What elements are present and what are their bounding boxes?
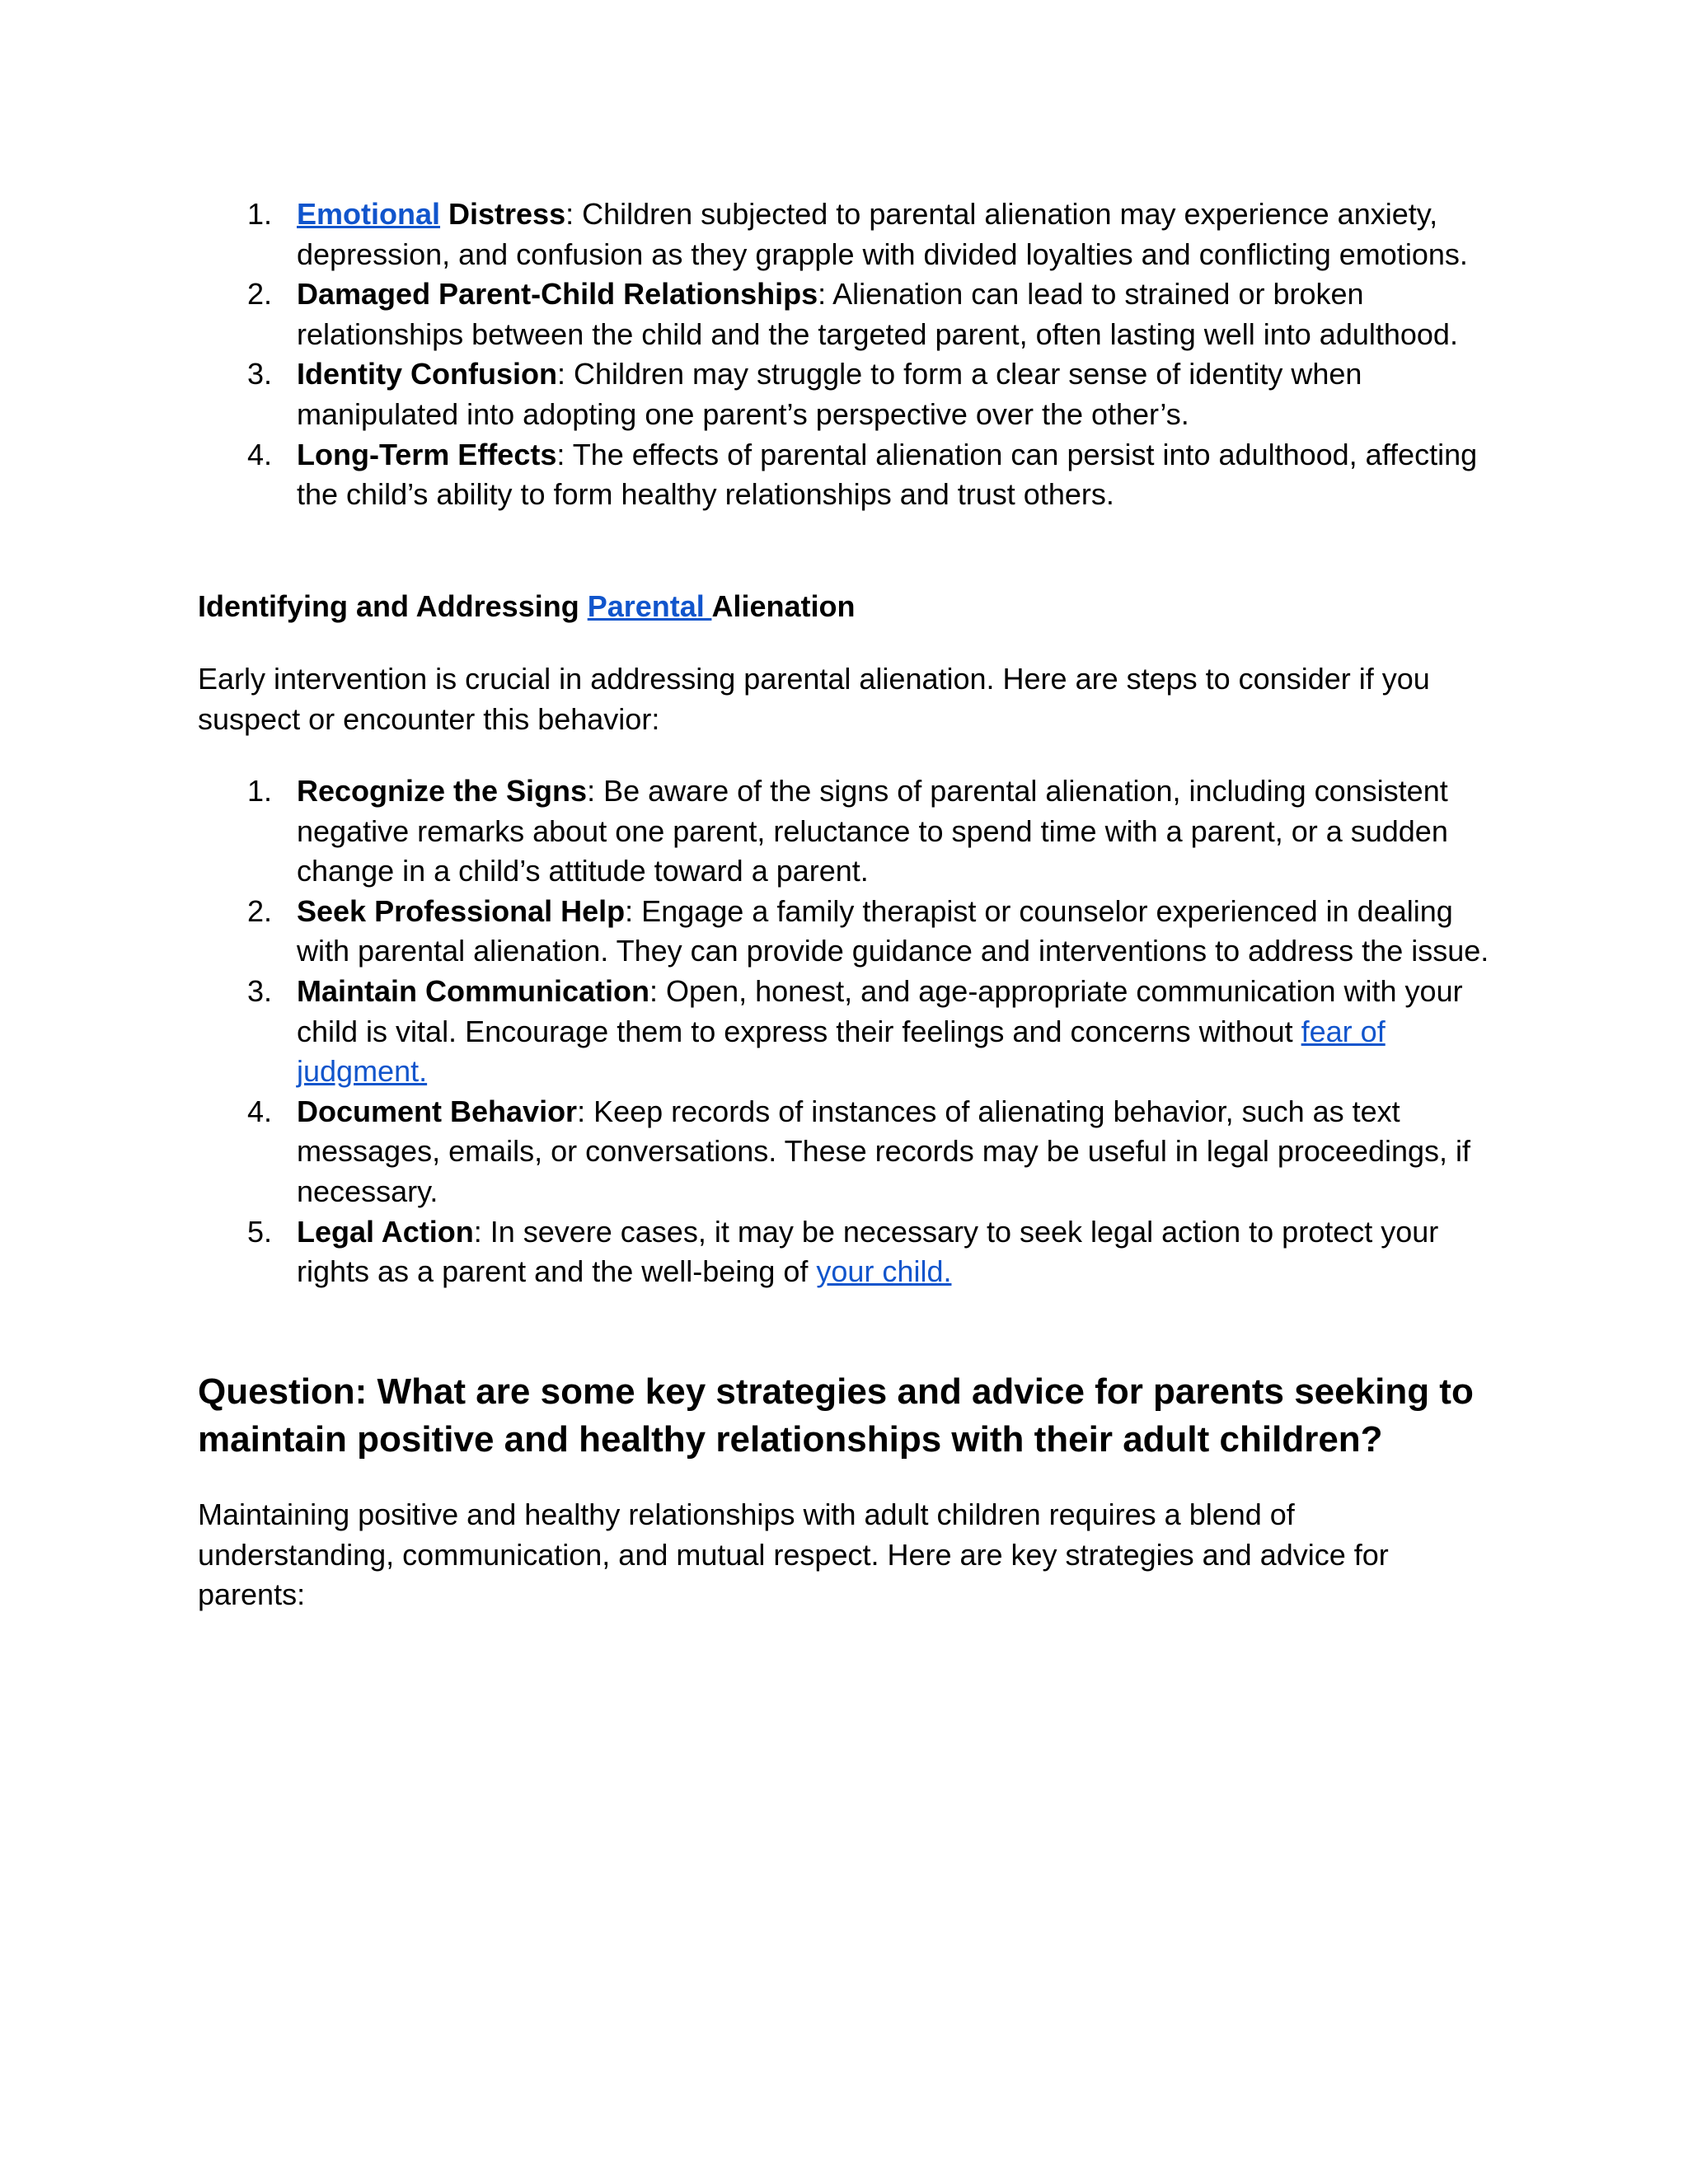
- list-item-text: : Alienation can lead to strained or broken relationships between the child and the targeted parent, often lasting well into adulthood.: [297, 277, 1458, 351]
- list-number: 2.: [247, 277, 273, 312]
- list-item-title: Document Behavior: [297, 1094, 578, 1128]
- list-item: [198, 972, 1492, 1092]
- list-item: [198, 354, 1492, 434]
- list-number: 3.: [247, 357, 273, 391]
- list-item-title: Maintain Communication: [297, 973, 650, 1008]
- list-item: [198, 435, 1492, 515]
- list-item-text: : Be aware of the signs of parental alienation, including consistent negative remarks about one parent, reluctance to spend time with a parent, or a sudden change in a child’s attitude toward a parent.: [297, 774, 1448, 888]
- list-item-text: : Keep records of instances of alienating behavior, such as text messages, emails, or conversations. These records may be useful in legal proceedings, if necessary.: [297, 1094, 1471, 1208]
- list-item-title: Damaged Parent-Child Relationships: [297, 277, 818, 312]
- list-item-text: : The effects of parental alienation can persist into adulthood, affecting the child’s ability to form healthy relationships and trust others.: [297, 437, 1478, 512]
- section-heading-after: Alienation: [711, 589, 856, 623]
- emotional-link[interactable]: Emotional: [297, 197, 441, 231]
- intro-paragraph: Early intervention is crucial in addressing parental alienation. Here are steps to consider if you suspect or encounter this behavior:: [198, 662, 1430, 736]
- list-item-text: : Children subjected to parental alienation may experience anxiety, depression, and confusion as they grapple with divided loyalties and conflicting emotions.: [297, 197, 1468, 271]
- list-item: [198, 274, 1492, 354]
- list-number: 4.: [247, 1094, 273, 1128]
- section-heading: [198, 587, 855, 626]
- list-item-title: Recognize the Signs: [297, 774, 588, 808]
- list-item-title: Identity Confusion: [297, 357, 557, 391]
- list-number: 3.: [247, 973, 273, 1008]
- steps-list: [198, 771, 1492, 1292]
- list-item-title: Legal Action: [297, 1214, 474, 1249]
- closing-paragraph: Maintaining positive and healthy relationships with adult children requires a blend of understanding, communication, and mutual respect. Here are key strategies and advice for parents:: [198, 1497, 1389, 1612]
- effects-list: [198, 194, 1492, 515]
- list-item: [198, 771, 1492, 892]
- list-item: [198, 194, 1492, 274]
- section-heading-before: Identifying and Addressing: [198, 589, 588, 623]
- list-number: 1.: [247, 774, 273, 808]
- list-number: 4.: [247, 437, 273, 471]
- list-number: 1.: [247, 197, 273, 231]
- list-item: [198, 892, 1492, 972]
- list-number: 2.: [247, 893, 273, 928]
- list-item-text: : In severe cases, it may be necessary to seek legal action to protect your rights as a parent and the well-being of: [297, 1214, 1439, 1289]
- list-item-title: Distress: [440, 197, 566, 231]
- list-number: 5.: [247, 1214, 273, 1249]
- parental-link[interactable]: Parental: [587, 589, 712, 623]
- fear-of-judgment-link[interactable]: fear of judgment.: [297, 1014, 1386, 1089]
- your-child-link[interactable]: your child.: [816, 1254, 952, 1289]
- list-item-title: Seek Professional Help: [297, 893, 626, 928]
- list-item-title: Long-Term Effects: [297, 437, 557, 471]
- question-heading: Question: What are some key strategies and advice for parents seeking to maintain positive and healthy relationships with their adult children?: [198, 1371, 1474, 1460]
- list-item-text: : Children may struggle to form a clear sense of identity when manipulated into adopting one parent’s perspective over the other’s.: [297, 357, 1362, 431]
- list-item-text: : Engage a family therapist or counselor experienced in dealing with parental alienation. They can provide guidance and interventions to address the issue.: [297, 893, 1489, 968]
- list-item-text: : Open, honest, and age-appropriate communication with your child is vital. Encourage them to express their feelings and concerns without: [297, 973, 1463, 1048]
- list-item: [198, 1092, 1492, 1212]
- list-item: [198, 1212, 1492, 1292]
